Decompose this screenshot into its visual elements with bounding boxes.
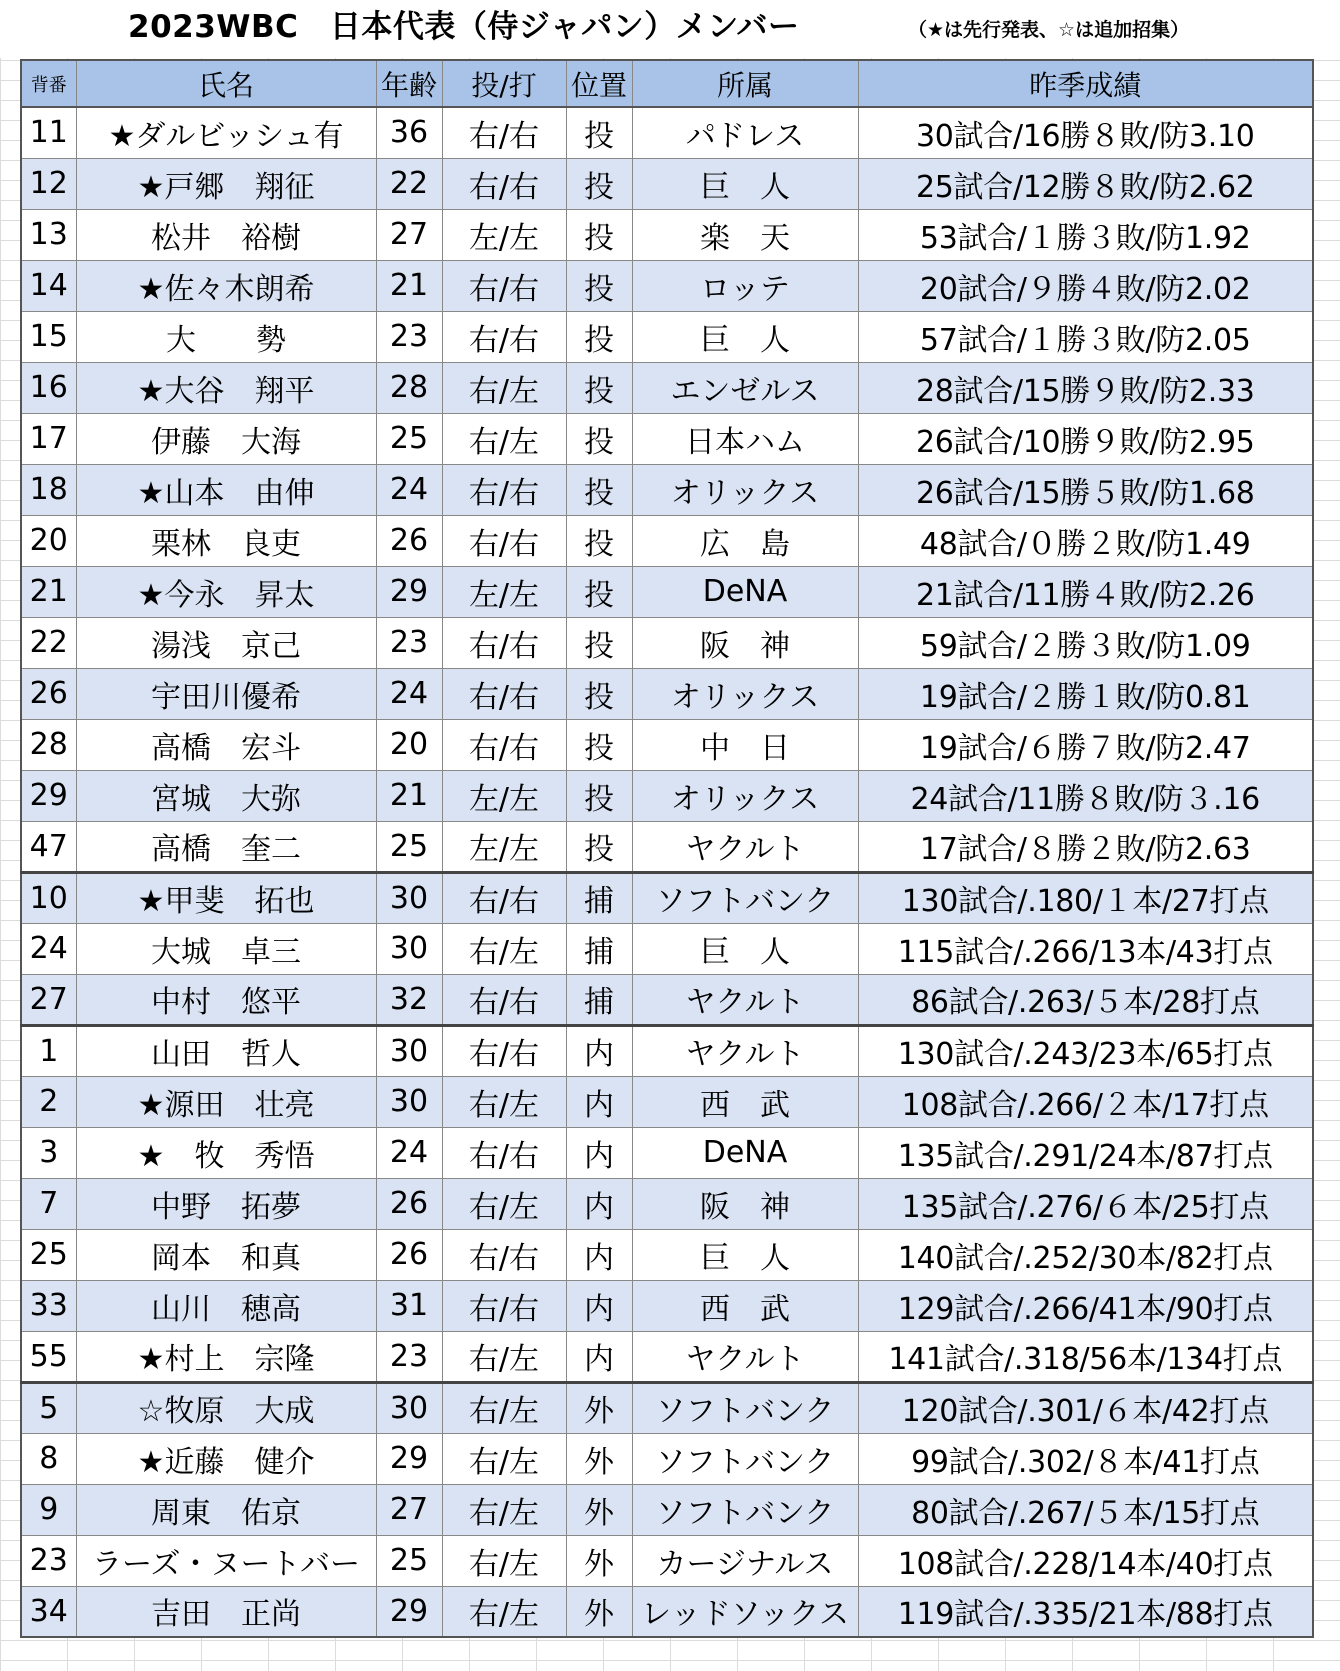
header-position: 位置 <box>566 60 632 107</box>
player-team: 中 日 <box>632 719 858 770</box>
table-row <box>21 362 1313 413</box>
player-age: 30 <box>376 1025 442 1076</box>
header-number: 背番 <box>21 60 76 107</box>
player-throw-bat: 右/左 <box>442 1535 566 1586</box>
table-row <box>21 107 1313 158</box>
player-number: 24 <box>21 923 76 974</box>
player-stats: 19試合/６勝７敗/防2.47 <box>858 719 1313 770</box>
player-stats: 129試合/.266/41本/90打点 <box>858 1280 1313 1331</box>
player-number: 8 <box>21 1433 76 1484</box>
table-row <box>21 1484 1313 1535</box>
table-row <box>21 821 1313 872</box>
player-position: 内 <box>566 1025 632 1076</box>
player-name: ★戸郷 翔征 <box>76 158 376 209</box>
player-throw-bat: 右/右 <box>442 260 566 311</box>
player-throw-bat: 右/右 <box>442 617 566 668</box>
table-row <box>21 464 1313 515</box>
player-stats: 108試合/.266/２本/17打点 <box>858 1076 1313 1127</box>
player-team: ソフトバンク <box>632 1484 858 1535</box>
player-number: 10 <box>21 872 76 923</box>
player-age: 27 <box>376 209 442 260</box>
player-name: ★大谷 翔平 <box>76 362 376 413</box>
player-throw-bat: 右/左 <box>442 413 566 464</box>
player-number: 22 <box>21 617 76 668</box>
player-name: ★佐々木朗希 <box>76 260 376 311</box>
player-throw-bat: 右/右 <box>442 311 566 362</box>
player-position: 外 <box>566 1535 632 1586</box>
player-throw-bat: 右/左 <box>442 1586 566 1637</box>
table-row <box>21 872 1313 923</box>
player-number: 11 <box>21 107 76 158</box>
player-throw-bat: 右/右 <box>442 464 566 515</box>
table-row <box>21 260 1313 311</box>
player-position: 投 <box>566 311 632 362</box>
player-team: レッドソックス <box>632 1586 858 1637</box>
player-stats: 135試合/.276/６本/25打点 <box>858 1178 1313 1229</box>
player-name: 宇田川優希 <box>76 668 376 719</box>
player-name: 岡本 和真 <box>76 1229 376 1280</box>
header-stats: 昨季成績 <box>858 60 1313 107</box>
player-throw-bat: 右/左 <box>442 1076 566 1127</box>
player-age: 25 <box>376 1535 442 1586</box>
player-team: 日本ハム <box>632 413 858 464</box>
player-name: 湯浅 京己 <box>76 617 376 668</box>
player-name: 栗林 良吏 <box>76 515 376 566</box>
player-name: 山田 哲人 <box>76 1025 376 1076</box>
player-stats: 140試合/.252/30本/82打点 <box>858 1229 1313 1280</box>
player-stats: 99試合/.302/８本/41打点 <box>858 1433 1313 1484</box>
player-position: 投 <box>566 464 632 515</box>
player-team: 巨 人 <box>632 1229 858 1280</box>
player-name: 大城 卓三 <box>76 923 376 974</box>
player-name: 周東 佑京 <box>76 1484 376 1535</box>
player-number: 33 <box>21 1280 76 1331</box>
player-stats: 59試合/２勝３敗/防1.09 <box>858 617 1313 668</box>
player-team: 西 武 <box>632 1076 858 1127</box>
table-row <box>21 1025 1313 1076</box>
player-age: 24 <box>376 668 442 719</box>
player-stats: 80試合/.267/５本/15打点 <box>858 1484 1313 1535</box>
roster-body <box>21 107 1313 1637</box>
player-position: 捕 <box>566 872 632 923</box>
player-team: 西 武 <box>632 1280 858 1331</box>
player-name: ★村上 宗隆 <box>76 1331 376 1382</box>
player-position: 内 <box>566 1178 632 1229</box>
player-position: 外 <box>566 1484 632 1535</box>
player-team: エンゼルス <box>632 362 858 413</box>
player-position: 投 <box>566 719 632 770</box>
player-position: 投 <box>566 158 632 209</box>
header-team: 所属 <box>632 60 858 107</box>
player-throw-bat: 右/右 <box>442 668 566 719</box>
title-bar <box>0 0 1340 58</box>
player-stats: 28試合/15勝９敗/防2.33 <box>858 362 1313 413</box>
player-name: 高橋 宏斗 <box>76 719 376 770</box>
table-row <box>21 974 1313 1025</box>
player-number: 55 <box>21 1331 76 1382</box>
player-stats: 30試合/16勝８敗/防3.10 <box>858 107 1313 158</box>
player-number: 17 <box>21 413 76 464</box>
player-age: 26 <box>376 515 442 566</box>
table-row <box>21 719 1313 770</box>
player-throw-bat: 右/右 <box>442 872 566 923</box>
player-position: 投 <box>566 209 632 260</box>
player-name: 中野 拓夢 <box>76 1178 376 1229</box>
player-position: 投 <box>566 362 632 413</box>
table-row <box>21 515 1313 566</box>
table-row <box>21 1382 1313 1433</box>
player-stats: 130試合/.243/23本/65打点 <box>858 1025 1313 1076</box>
player-stats: 25試合/12勝８敗/防2.62 <box>858 158 1313 209</box>
player-name: ★源田 壮亮 <box>76 1076 376 1127</box>
player-name: 吉田 正尚 <box>76 1586 376 1637</box>
player-number: 28 <box>21 719 76 770</box>
player-number: 47 <box>21 821 76 872</box>
player-throw-bat: 右/左 <box>442 1178 566 1229</box>
player-number: 2 <box>21 1076 76 1127</box>
roster-table <box>20 59 1314 1638</box>
player-team: ヤクルト <box>632 821 858 872</box>
player-number: 27 <box>21 974 76 1025</box>
table-row <box>21 1331 1313 1382</box>
player-age: 24 <box>376 1127 442 1178</box>
player-throw-bat: 右/左 <box>442 923 566 974</box>
player-position: 捕 <box>566 923 632 974</box>
player-team: 阪 神 <box>632 1178 858 1229</box>
player-team: 巨 人 <box>632 923 858 974</box>
player-position: 内 <box>566 1331 632 1382</box>
player-team: DeNA <box>632 566 858 617</box>
player-position: 外 <box>566 1433 632 1484</box>
table-row <box>21 1535 1313 1586</box>
player-stats: 48試合/０勝２敗/防1.49 <box>858 515 1313 566</box>
player-number: 14 <box>21 260 76 311</box>
player-name: 大 勢 <box>76 311 376 362</box>
header-age: 年齢 <box>376 60 442 107</box>
player-age: 28 <box>376 362 442 413</box>
player-name: ★ 牧 秀悟 <box>76 1127 376 1178</box>
player-age: 21 <box>376 260 442 311</box>
player-name: ラーズ・ヌートバー <box>76 1535 376 1586</box>
player-throw-bat: 左/左 <box>442 770 566 821</box>
player-age: 32 <box>376 974 442 1025</box>
player-stats: 86試合/.263/５本/28打点 <box>858 974 1313 1025</box>
table-row <box>21 668 1313 719</box>
player-stats: 108試合/.228/14本/40打点 <box>858 1535 1313 1586</box>
player-number: 25 <box>21 1229 76 1280</box>
player-name: ★今永 昇太 <box>76 566 376 617</box>
player-number: 23 <box>21 1535 76 1586</box>
table-row <box>21 1076 1313 1127</box>
player-team: 巨 人 <box>632 311 858 362</box>
player-team: ロッテ <box>632 260 858 311</box>
player-position: 投 <box>566 515 632 566</box>
player-age: 36 <box>376 107 442 158</box>
table-row <box>21 209 1313 260</box>
player-team: DeNA <box>632 1127 858 1178</box>
player-number: 9 <box>21 1484 76 1535</box>
player-age: 23 <box>376 1331 442 1382</box>
player-throw-bat: 右/左 <box>442 362 566 413</box>
player-team: カージナルス <box>632 1535 858 1586</box>
player-stats: 19試合/２勝１敗/防0.81 <box>858 668 1313 719</box>
player-stats: 119試合/.335/21本/88打点 <box>858 1586 1313 1637</box>
table-row <box>21 1229 1313 1280</box>
player-age: 30 <box>376 923 442 974</box>
player-position: 投 <box>566 770 632 821</box>
player-throw-bat: 右/左 <box>442 1433 566 1484</box>
player-team: ソフトバンク <box>632 1433 858 1484</box>
player-age: 25 <box>376 821 442 872</box>
header-throw-bat: 投/打 <box>442 60 566 107</box>
player-name: 松井 裕樹 <box>76 209 376 260</box>
player-stats: 135試合/.291/24本/87打点 <box>858 1127 1313 1178</box>
player-age: 29 <box>376 1586 442 1637</box>
player-age: 20 <box>376 719 442 770</box>
player-team: 阪 神 <box>632 617 858 668</box>
player-age: 26 <box>376 1229 442 1280</box>
player-position: 投 <box>566 413 632 464</box>
player-throw-bat: 右/右 <box>442 719 566 770</box>
player-position: 内 <box>566 1076 632 1127</box>
player-number: 12 <box>21 158 76 209</box>
player-position: 投 <box>566 617 632 668</box>
header-name: 氏名 <box>76 60 376 107</box>
player-stats: 57試合/１勝３敗/防2.05 <box>858 311 1313 362</box>
player-age: 31 <box>376 1280 442 1331</box>
player-age: 23 <box>376 617 442 668</box>
player-throw-bat: 左/左 <box>442 209 566 260</box>
player-team: パドレス <box>632 107 858 158</box>
player-number: 20 <box>21 515 76 566</box>
player-throw-bat: 左/左 <box>442 821 566 872</box>
table-row <box>21 1127 1313 1178</box>
player-throw-bat: 右/右 <box>442 515 566 566</box>
player-position: 投 <box>566 107 632 158</box>
player-team: ソフトバンク <box>632 872 858 923</box>
player-age: 29 <box>376 1433 442 1484</box>
player-number: 3 <box>21 1127 76 1178</box>
player-throw-bat: 右/右 <box>442 158 566 209</box>
player-name: 宮城 大弥 <box>76 770 376 821</box>
player-throw-bat: 左/左 <box>442 566 566 617</box>
title-legend-note: （★は先行発表、☆は追加招集） <box>908 19 1190 41</box>
table-row <box>21 413 1313 464</box>
header-row <box>21 60 1313 107</box>
player-throw-bat: 右/右 <box>442 1280 566 1331</box>
player-number: 7 <box>21 1178 76 1229</box>
player-stats: 115試合/.266/13本/43打点 <box>858 923 1313 974</box>
player-throw-bat: 右/左 <box>442 1484 566 1535</box>
table-row <box>21 158 1313 209</box>
player-number: 5 <box>21 1382 76 1433</box>
player-team: ヤクルト <box>632 974 858 1025</box>
player-age: 21 <box>376 770 442 821</box>
player-stats: 120試合/.301/６本/42打点 <box>858 1382 1313 1433</box>
player-position: 投 <box>566 260 632 311</box>
player-name: 山川 穂高 <box>76 1280 376 1331</box>
player-throw-bat: 右/左 <box>442 1382 566 1433</box>
player-stats: 141試合/.318/56本/134打点 <box>858 1331 1313 1382</box>
player-throw-bat: 右/左 <box>442 1331 566 1382</box>
page-title: 2023WBC 日本代表（侍ジャパン）メンバー <box>128 9 800 45</box>
player-position: 内 <box>566 1280 632 1331</box>
player-name: ★甲斐 拓也 <box>76 872 376 923</box>
player-team: 楽 天 <box>632 209 858 260</box>
player-stats: 53試合/１勝３敗/防1.92 <box>858 209 1313 260</box>
player-team: オリックス <box>632 668 858 719</box>
player-throw-bat: 右/右 <box>442 107 566 158</box>
player-team: オリックス <box>632 770 858 821</box>
player-age: 30 <box>376 872 442 923</box>
player-throw-bat: 右/右 <box>442 1229 566 1280</box>
player-team: 広 島 <box>632 515 858 566</box>
player-stats: 21試合/11勝４敗/防2.26 <box>858 566 1313 617</box>
player-name: 中村 悠平 <box>76 974 376 1025</box>
player-number: 29 <box>21 770 76 821</box>
table-row <box>21 1280 1313 1331</box>
player-number: 13 <box>21 209 76 260</box>
player-name: ☆牧原 大成 <box>76 1382 376 1433</box>
player-name: 高橋 奎二 <box>76 821 376 872</box>
player-stats: 17試合/８勝２敗/防2.63 <box>858 821 1313 872</box>
table-row <box>21 566 1313 617</box>
player-name: ★ダルビッシュ有 <box>76 107 376 158</box>
player-age: 25 <box>376 413 442 464</box>
player-name: ★山本 由伸 <box>76 464 376 515</box>
player-position: 投 <box>566 821 632 872</box>
table-row <box>21 1586 1313 1637</box>
player-throw-bat: 右/右 <box>442 974 566 1025</box>
player-age: 22 <box>376 158 442 209</box>
player-position: 内 <box>566 1127 632 1178</box>
player-age: 29 <box>376 566 442 617</box>
player-age: 23 <box>376 311 442 362</box>
player-team: ヤクルト <box>632 1331 858 1382</box>
player-throw-bat: 右/右 <box>442 1025 566 1076</box>
player-position: 外 <box>566 1586 632 1637</box>
table-row <box>21 770 1313 821</box>
player-age: 27 <box>376 1484 442 1535</box>
player-number: 15 <box>21 311 76 362</box>
player-stats: 130試合/.180/１本/27打点 <box>858 872 1313 923</box>
player-number: 34 <box>21 1586 76 1637</box>
player-stats: 26試合/15勝５敗/防1.68 <box>858 464 1313 515</box>
player-stats: 20試合/９勝４敗/防2.02 <box>858 260 1313 311</box>
player-name: ★近藤 健介 <box>76 1433 376 1484</box>
player-team: 巨 人 <box>632 158 858 209</box>
table-row <box>21 617 1313 668</box>
player-stats: 24試合/11勝８敗/防３.16 <box>858 770 1313 821</box>
table-row <box>21 923 1313 974</box>
player-number: 18 <box>21 464 76 515</box>
table-row <box>21 1178 1313 1229</box>
player-number: 21 <box>21 566 76 617</box>
player-age: 26 <box>376 1178 442 1229</box>
player-name: 伊藤 大海 <box>76 413 376 464</box>
player-team: オリックス <box>632 464 858 515</box>
player-position: 投 <box>566 668 632 719</box>
player-number: 26 <box>21 668 76 719</box>
player-team: ソフトバンク <box>632 1382 858 1433</box>
player-position: 外 <box>566 1382 632 1433</box>
player-throw-bat: 右/右 <box>442 1127 566 1178</box>
player-position: 内 <box>566 1229 632 1280</box>
player-number: 16 <box>21 362 76 413</box>
player-position: 捕 <box>566 974 632 1025</box>
table-row <box>21 1433 1313 1484</box>
player-number: 1 <box>21 1025 76 1076</box>
player-age: 30 <box>376 1076 442 1127</box>
player-age: 24 <box>376 464 442 515</box>
player-age: 30 <box>376 1382 442 1433</box>
player-stats: 26試合/10勝９敗/防2.95 <box>858 413 1313 464</box>
player-position: 投 <box>566 566 632 617</box>
table-row <box>21 311 1313 362</box>
player-team: ヤクルト <box>632 1025 858 1076</box>
